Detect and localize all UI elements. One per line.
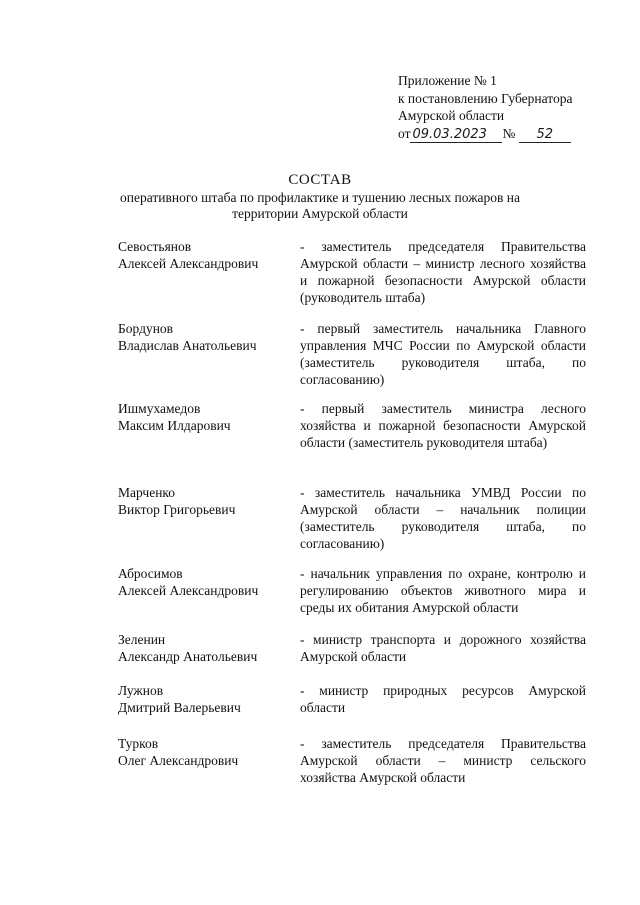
number-prefix: № [502,125,516,141]
document-title: СОСТАВ [288,172,352,188]
member-given-names: Дмитрий Валерьевич [118,700,241,715]
member-given-names: Виктор Григорьевич [118,502,236,517]
subtitle-line-1: оперативного штаба по профилактике и тушению лесных пожаров на [120,190,520,205]
member-name [118,682,288,716]
member-role: - министр транспорта и дорожного хозяйства Амурской области [300,632,586,664]
member-given-names: Максим Илдарович [118,418,231,433]
member-surname: Бордунов [118,321,174,336]
member-name [118,400,288,434]
member-name [118,631,288,665]
member-surname: Зеленин [118,632,166,647]
annex-line-2: к постановлению Губернатора [398,90,573,106]
member-surname: Турков [118,736,159,751]
member-surname: Марченко [118,485,176,500]
member-role: - заместитель председателя Правительства Амурской области – министр лесного хозяйства и пожарной безопасности Амурской области (руководитель штаба) [300,239,586,305]
member-given-names: Алексей Александрович [118,256,259,271]
member-name [118,484,288,518]
handwritten-date: 09.03.2023 [410,128,502,143]
annex-date-line [398,125,623,143]
member-surname: Лужнов [118,683,164,698]
member-role: - министр природных ресурсов Амурской области [300,683,586,715]
annex-line-1: Приложение № 1 [398,73,497,88]
member-given-names: Владислав Анатольевич [118,338,257,353]
member-role: - первый заместитель министра лесного хозяйства и пожарной безопасности Амурской области (заместитель руководителя штаба) [300,401,586,450]
member-surname: Севостьянов [118,239,192,254]
document-subtitle [110,190,530,222]
handwritten-number: 52 [519,128,571,143]
date-prefix: от [398,125,411,141]
annex-line-3: Амурской области [398,108,505,123]
member-surname: Ишмухамедов [118,401,201,416]
member-role: - начальник управления по охране, контролю и регулированию объектов животного мира и среды их обитания Амурской области [300,566,586,615]
subtitle-line-2: территории Амурской области [232,206,408,221]
member-given-names: Алексей Александрович [118,583,259,598]
member-role: - заместитель начальника УМВД России по Амурской области – начальник полиции (заместитель руководителя штаба, по согласованию) [300,485,586,551]
member-role: - заместитель председателя Правительства Амурской области – министр сельского хозяйства Амурской области [300,736,586,785]
member-name [118,238,288,272]
annex-block [398,72,623,143]
member-role: - первый заместитель начальника Главного управления МЧС России по Амурской области (заместитель руководителя штаба, по согласованию) [300,321,586,387]
member-name [118,565,288,599]
member-surname: Абросимов [118,566,183,581]
member-given-names: Александр Анатольевич [118,649,258,664]
member-given-names: Олег Александрович [118,753,239,768]
member-name [118,320,288,354]
member-name [118,735,288,769]
